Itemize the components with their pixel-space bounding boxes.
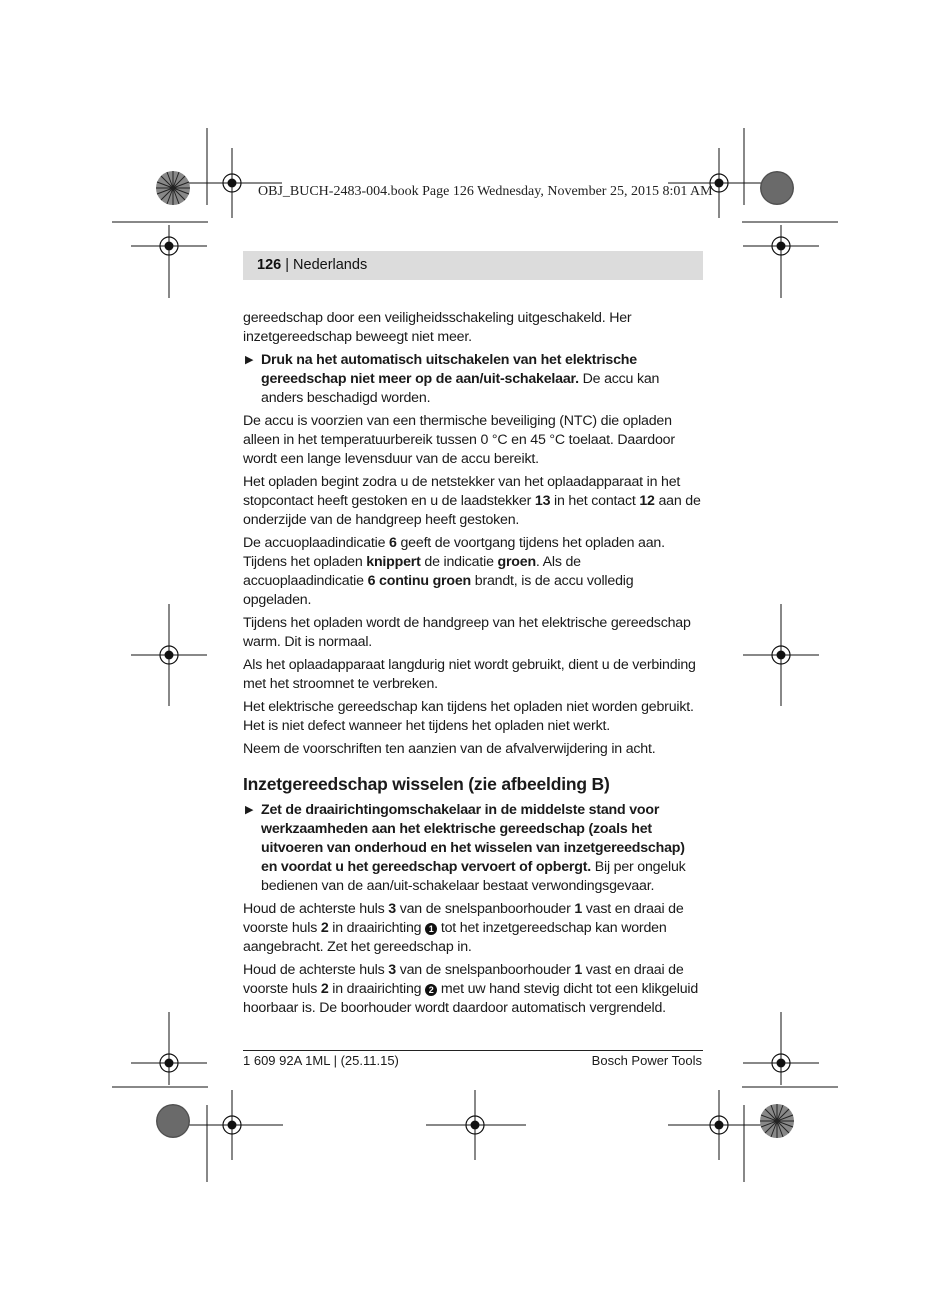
- page-number: 126: [257, 257, 282, 273]
- page-content: [243, 309, 703, 1022]
- footer-brand: Bosch Power Tools: [591, 1053, 702, 1068]
- grey-dot-mark: [760, 171, 794, 205]
- paragraph: Tijdens het opladen wordt de handgreep van het elektrische gereedschap warm. Dit is normaal.: [243, 615, 691, 650]
- page-header: [257, 257, 367, 273]
- direction-1-icon: 1: [425, 923, 437, 935]
- starburst-mark: [760, 1104, 794, 1138]
- section-heading: Inzetgereedschap wisselen (zie afbeelding B): [243, 774, 610, 794]
- header-language: Nederlands: [293, 257, 368, 273]
- warning-bullet: ▶ Druk na het automatisch uitschakelen van het elektrische gereedschap niet meer op de aan/uit-schakelaar. De accu kan anders beschadigd worden.: [245, 352, 660, 406]
- triangle-bullet-icon: ▶: [245, 354, 254, 366]
- header-separator: |: [281, 257, 294, 273]
- footer-rule: [243, 1050, 703, 1051]
- starburst-mark: [156, 171, 190, 205]
- paragraph: Als het oplaadapparaat langdurig niet wordt gebruikt, dient u de verbinding met het stroomnet te verbreken.: [243, 657, 696, 692]
- page-header-bar: [243, 251, 703, 280]
- book-slug-line: OBJ_BUCH-2483-004.book Page 126 Wednesday, November 25, 2015 8:01 AM: [258, 184, 713, 199]
- paragraph: Houd de achterste huls 3 van de snelspanboorhouder 1 vast en draai de voorste huls 2 in draairichting 2 met uw hand stevig dicht tot een klikgeluid hoorbaar is. De boorhouder wordt daardoor automatisch vergrendeld.: [243, 962, 699, 1016]
- paragraph: Het elektrische gereedschap kan tijdens het opladen niet worden gebruikt. Het is niet defect wanneer het tijdens het opladen niet werkt.: [243, 699, 694, 734]
- footer-doc-code: 1 609 92A 1ML | (25.11.15): [243, 1053, 399, 1068]
- paragraph: gereedschap door een veiligheidsschakeling uitgeschakeld. Her inzetgereedschap beweegt niet meer.: [243, 310, 632, 345]
- paragraph: De accu is voorzien van een thermische beveiliging (NTC) die opladen alleen in het temperatuurbereik tussen 0 °C en 45 °C toelaat. Daardoor wordt een lange levensduur van de accu bereikt.: [243, 413, 675, 467]
- paragraph: Het opladen begint zodra u de netstekker van het oplaadapparaat in het stopcontact heeft gestoken en u de laadstekker 13 in het contact 12 aan de onderzijde van de handgreep heeft gestoken.: [243, 474, 701, 528]
- triangle-bullet-icon: ▶: [245, 804, 254, 816]
- paragraph: De accuoplaadindicatie 6 geeft de voortgang tijdens het opladen aan. Tijdens het opladen knippert de indicatie groen. Als de accuoplaadindicatie 6 continu groen brandt, is de accu volledig opgeladen.: [243, 535, 665, 608]
- warning-bullet: ▶ Zet de draairichtingomschakelaar in de middelste stand voor werkzaamheden aan het elektrische gereedschap (zoals het uitvoeren van onderhoud en het wisselen van inzetgereedschap) en voordat u het gereedschap vervoert of opbergt. Bij per ongeluk bedienen van de aan/uit-schakelaar bestaat verwondingsgevaar.: [245, 802, 686, 894]
- paragraph: Houd de achterste huls 3 van de snelspanboorhouder 1 vast en draai de voorste huls 2 in draairichting 1 tot het inzetgereedschap kan worden aangebracht. Zet het gereedschap in.: [243, 901, 684, 955]
- grey-dot-mark: [156, 1104, 190, 1138]
- paragraph: Neem de voorschriften ten aanzien van de afvalverwijdering in acht.: [243, 741, 656, 757]
- direction-2-icon: 2: [425, 984, 437, 996]
